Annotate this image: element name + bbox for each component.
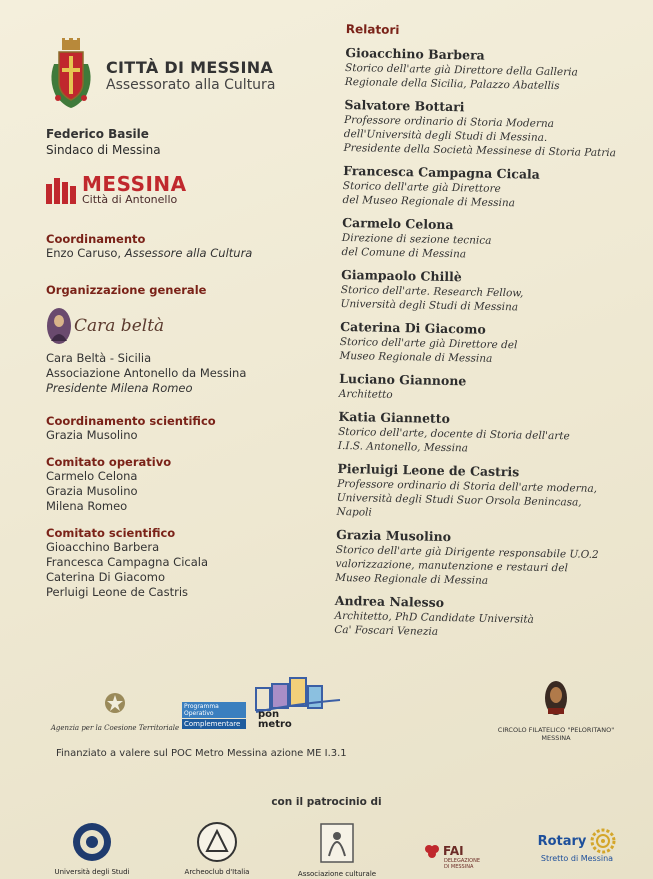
coord-scientifico-title: Coordinamento scientifico [46, 414, 216, 428]
mayor-name: Federico Basile [46, 127, 149, 141]
speaker-role-line: del Museo Regionale di Messina [342, 193, 516, 210]
pon-word: pon [258, 709, 280, 720]
speaker-entry [342, 162, 633, 213]
coordinamento-line [46, 246, 336, 261]
speaker-name: Gioacchino Barbera [345, 44, 485, 63]
speaker-role-line: Storico dell'arte già Direttore della Galleria [345, 61, 578, 79]
comitato-scientifico-title: Comitato scientifico [46, 526, 176, 540]
speaker-role-line: Università degli Studi Suor Orsola Benincasa, [336, 491, 582, 509]
circolo-text-2: MESSINA [541, 734, 571, 742]
rotary-wheel-icon [590, 828, 616, 854]
coord-scientifico-line-1: Grazia Musolino [46, 428, 138, 442]
poc-top-text: Programma Operativo [182, 702, 246, 718]
archeoclub-text: Archeoclub d'Italia [184, 868, 250, 876]
pon-metro-buildings-icon [254, 674, 344, 714]
comitato-operativo-title: Comitato operativo [46, 455, 172, 469]
speaker-name: Giampaolo Chillè [341, 266, 462, 285]
metro-word: metro [258, 719, 292, 730]
poc-logo [182, 702, 246, 729]
italian-republic-emblem-icon [104, 692, 126, 714]
speaker-role-line: Presidente della Società Messinese di Storia Patria [343, 141, 617, 160]
messina-bars-icon [46, 176, 76, 204]
speaker-role-line: Storico dell'arte già Dirigente responsabile U.O.2 [335, 543, 599, 561]
messina-logo-word: MESSINA [82, 172, 187, 196]
archeoclub-seal-icon [197, 822, 237, 862]
patrocinio-logos [52, 822, 632, 879]
financing-note: Finanziato a valere sul POC Metro Messina azione ME I.3.1 [56, 748, 347, 759]
speaker-role-line: Storico dell'arte già Direttore del [339, 335, 518, 352]
rotary-sub: Stretto di Messina [540, 854, 614, 863]
speaker-name: Luciano Giannone [339, 370, 467, 389]
speakers-list [334, 44, 635, 642]
rotary-row [522, 828, 632, 854]
speaker-role-line: Napoli [336, 505, 372, 519]
pon-metro-logo [254, 674, 344, 734]
speaker-role-line: del Comune di Messina [341, 245, 467, 261]
fai-row [424, 844, 494, 858]
fai-logo [424, 844, 494, 870]
speaker-role-line: Storico dell'arte, docente di Storia dell'arte [338, 425, 570, 443]
speaker-name: Francesca Campagna Cicala [343, 162, 541, 182]
speaker-role-line: Professore ordinario di Storia Moderna [344, 113, 555, 131]
messina-citta-antonello-logo [46, 174, 336, 206]
sponsors-strip [46, 672, 626, 752]
city-title: CITTÀ DI MESSINA [106, 57, 274, 77]
mayor-role: Sindaco di Messina [46, 143, 161, 157]
speaker-role-line: Architetto [338, 387, 393, 401]
speaker-role-line: Ca' Foscari Venezia [334, 623, 439, 638]
speaker-entry [336, 460, 627, 525]
organizzazione-line-1: Cara Beltà - Sicilia [46, 351, 152, 365]
associazione-logo [287, 822, 387, 878]
speaker-entry [334, 592, 625, 643]
speaker-name: Salvatore Bottari [344, 96, 465, 115]
speaker-name: Katia Giannetto [338, 408, 451, 427]
comitato-scientifico-line-1: Gioacchino Barbera [46, 540, 160, 554]
speaker-entry [343, 96, 634, 161]
agency-text: Agenzia per la Coesione Territoriale [50, 724, 180, 732]
speaker-entry [339, 318, 630, 369]
comitato-scientifico-line-4: Perluigi Leone de Castris [46, 585, 189, 599]
fai-text: FAI [443, 844, 464, 858]
rotary-logo [522, 828, 632, 863]
speaker-name: Andrea Nalesso [334, 592, 445, 610]
comitato-scientifico-line-2: Francesca Campagna Cicala [46, 555, 209, 569]
organizzazione-line-2: Associazione Antonello da Messina [46, 366, 247, 380]
speaker-entry [345, 44, 636, 95]
mayor-block [46, 126, 336, 158]
poc-bottom-text: Complementare [182, 719, 246, 729]
city-subtitle: Assessorato alla Cultura [106, 76, 276, 93]
agency-logo [50, 692, 180, 732]
speaker-role-line: Direzione di sezione tecnica [341, 231, 492, 247]
left-column [46, 38, 336, 600]
coordinamento-role: Assessore alla Cultura [124, 246, 253, 260]
messina-crest-icon [46, 38, 96, 112]
comitato-operativo-line-2: Grazia Musolino [46, 484, 138, 498]
speaker-role-line: Professore ordinario di Storia dell'arte moderna, [337, 477, 598, 495]
speaker-role-line: Storico dell'arte già Direttore [342, 179, 501, 196]
speaker-role-line: valorizzazione, manutenzione e restauri del [335, 557, 568, 575]
university-text: Università degli Studi [54, 868, 130, 876]
fai-flower-icon [424, 844, 440, 858]
comitato-operativo-line-1: Carmelo Celona [46, 469, 138, 483]
coordinamento-name: Enzo Caruso, [46, 246, 122, 260]
organizzazione-title: Organizzazione generale [46, 283, 207, 297]
speaker-name: Pierluigi Leone de Castris [337, 460, 520, 480]
cara-belta-wordmark: Cara beltà [74, 316, 165, 336]
circolo-emblem-icon [543, 678, 569, 718]
university-seal-icon [72, 822, 112, 862]
speaker-role-line: I.I.S. Antonello, Messina [337, 439, 469, 455]
pon-metro-text [258, 710, 292, 730]
associazione-emblem-icon [319, 822, 355, 864]
cara-belta-logo [46, 307, 336, 345]
patrocinio-title: con il patrocinio di [271, 796, 382, 808]
speaker-name: Grazia Musolino [336, 526, 452, 545]
speaker-entry [335, 526, 626, 591]
speaker-role-line: Architetto, PhD Candidate Università [334, 609, 534, 626]
organizzazione-president: Presidente Milena Romeo [46, 381, 193, 395]
university-logo [52, 822, 132, 876]
messina-logo-sub: Città di Antonello [82, 193, 178, 206]
city-header [46, 38, 336, 112]
fai-sub-1: DELEGAZIONE [444, 858, 480, 864]
speaker-role-line: Museo Regionale di Messina [335, 571, 489, 587]
speaker-role-line: Storico dell'arte. Research Fellow, [340, 283, 524, 300]
speaker-entry [338, 408, 629, 459]
circolo-text-1: CIRCOLO FILATELICO "PELORITANO" [497, 726, 615, 734]
circolo-filatelico-logo [496, 678, 616, 742]
cara-belta-emblem-icon [46, 307, 72, 345]
speaker-role-line: Museo Regionale di Messina [339, 349, 493, 365]
coordinamento-title: Coordinamento [46, 232, 146, 246]
relatori-column [334, 22, 636, 649]
speaker-role-line: dell'Università degli Studi di Messina. [343, 127, 548, 144]
rotary-text: Rotary [537, 833, 587, 849]
speaker-name: Caterina Di Giacomo [340, 318, 486, 337]
speaker-role-line: Università degli Studi di Messina [340, 297, 519, 314]
fai-sub-2: DI MESSINA [444, 864, 474, 870]
relatori-title: Relatori [345, 22, 400, 38]
speaker-entry [340, 266, 631, 317]
associazione-text: Associazione culturale [297, 870, 377, 878]
archeoclub-logo [172, 822, 262, 876]
speaker-name: Carmelo Celona [342, 214, 454, 233]
comitato-scientifico-line-3: Caterina Di Giacomo [46, 570, 166, 584]
speaker-entry [339, 370, 630, 407]
comitato-operativo-line-3: Milena Romeo [46, 499, 128, 513]
speaker-entry [341, 214, 632, 265]
speaker-role-line: Regionale della Sicilia, Palazzo Abatellis [344, 75, 560, 93]
